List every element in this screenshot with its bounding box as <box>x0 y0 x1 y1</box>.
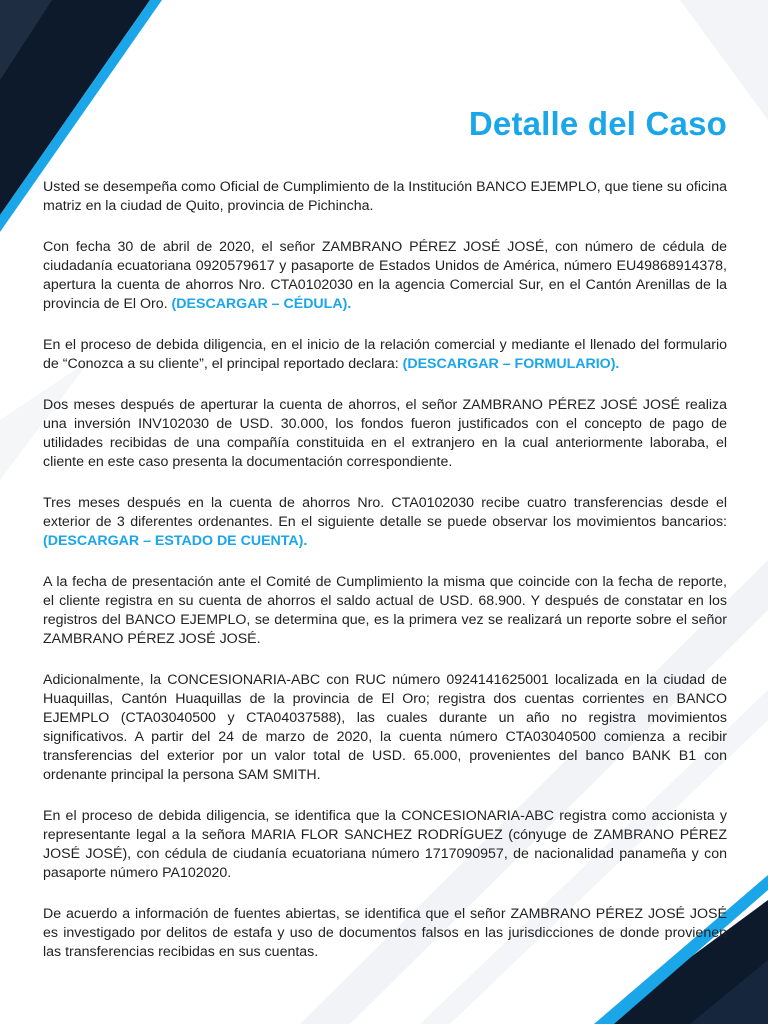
paragraph-due-diligence <box>43 336 727 374</box>
paragraph-text: Adicionalmente, la CONCESIONARIA-ABC con RUC número 0924141625001 localizada en la ciudad de Huaquillas, Cantón Huaquillas de la provincia de El Oro; registra dos cuentas corrientes en BANCO EJEMPLO (CTA03040500 y CTA04037588), las cuales durante un año no registra movimientos significativos. A partir del 24 de marzo de 2020, la cuenta número CTA03040500 comienza a recibir transferencias del exterior por un valor total de USD. 65.000, provenientes del banco BANK B1 con ordenante principal la persona SAM SMITH. <box>43 672 727 783</box>
paragraph-text: Con fecha 30 de abril de 2020, el señor ZAMBRANO PÉREZ JOSÉ JOSÉ, con número de cédula de ciudadanía ecuatoriana 0920579617 y pasaporte de Estados Unidos de América, número EU49868914378, apertura la cuenta de ahorros Nro. CTA0102030 en la agencia Comercial Sur, en el Cantón Arenillas de la provincia de El Oro. <box>43 239 727 312</box>
download-cedula-link[interactable]: (DESCARGAR – CÉDULA). <box>171 296 352 312</box>
paragraph-concesionaria <box>43 671 727 785</box>
paragraph-text: Tres meses después en la cuenta de ahorros Nro. CTA0102030 recibe cuatro transferencias desde el exterior de 3 diferentes ordenantes. En el siguiente detalle se puede observar los movimientos bancarios: <box>43 495 727 530</box>
paragraph-text: En el proceso de debida diligencia, en el inicio de la relación comercial y mediante el llenado del formulario de “Conozca a su cliente”, el principal reportado declara: <box>43 337 727 372</box>
paragraph-text: A la fecha de presentación ante el Comité de Cumplimiento la misma que coincide con la fecha de reporte, el cliente registra en su cuenta de ahorros el saldo actual de USD. 68.900. Y después de constatar en los registros del BANCO EJEMPLO, se determina que, es la primera vez se realizará un reporte sobre el señor ZAMBRANO PÉREZ JOSÉ JOSÉ. <box>43 574 727 647</box>
case-body <box>43 178 727 984</box>
paragraph-balance <box>43 573 727 649</box>
page-title: Detalle del Caso <box>468 105 727 142</box>
paragraph-intro <box>43 178 727 216</box>
paragraph-investment <box>43 396 727 472</box>
paragraph-text: De acuerdo a información de fuentes abiertas, se identifica que el señor ZAMBRANO PÉREZ JOSÉ JOSÉ es investigado por delitos de estafa y uso de documentos falsos en las jurisdicciones de donde provienen las transferencias recibidas en sus cuentas. <box>43 906 727 960</box>
paragraph-text: En el proceso de debida diligencia, se identifica que la CONCESIONARIA-ABC registra como accionista y representante legal a la señora MARIA FLOR SANCHEZ RODRÍGUEZ (cónyuge de ZAMBRANO PÉREZ JOSÉ JOSÉ), con cédula de ciudanía ecuatoriana número 1717090957, de nacionalidad panameña y con pasaporte número PA102020. <box>43 808 727 881</box>
paragraph-legal-rep <box>43 807 727 883</box>
paragraph-text: Dos meses después de aperturar la cuenta de ahorros, el señor ZAMBRANO PÉREZ JOSÉ JOSÉ realiza una inversión INV102030 de USD. 30.000, los fondos fueron justificados con el concepto de pago de utilidades recibidas de una compañía constituida en el extranjero en la cual anteriormente laboraba, el cliente en este caso presenta la documentación correspondiente. <box>43 397 727 470</box>
download-formulario-link[interactable]: (DESCARGAR – FORMULARIO). <box>402 356 620 372</box>
paragraph-transfers <box>43 494 727 551</box>
download-estado-cuenta-link[interactable]: (DESCARGAR – ESTADO DE CUENTA). <box>43 533 308 549</box>
paragraph-open-sources <box>43 905 727 962</box>
paragraph-text: Usted se desempeña como Oficial de Cumplimiento de la Institución BANCO EJEMPLO, que tiene su oficina matriz en la ciudad de Quito, provincia de Pichincha. <box>43 179 727 214</box>
paragraph-account-opening <box>43 238 727 314</box>
